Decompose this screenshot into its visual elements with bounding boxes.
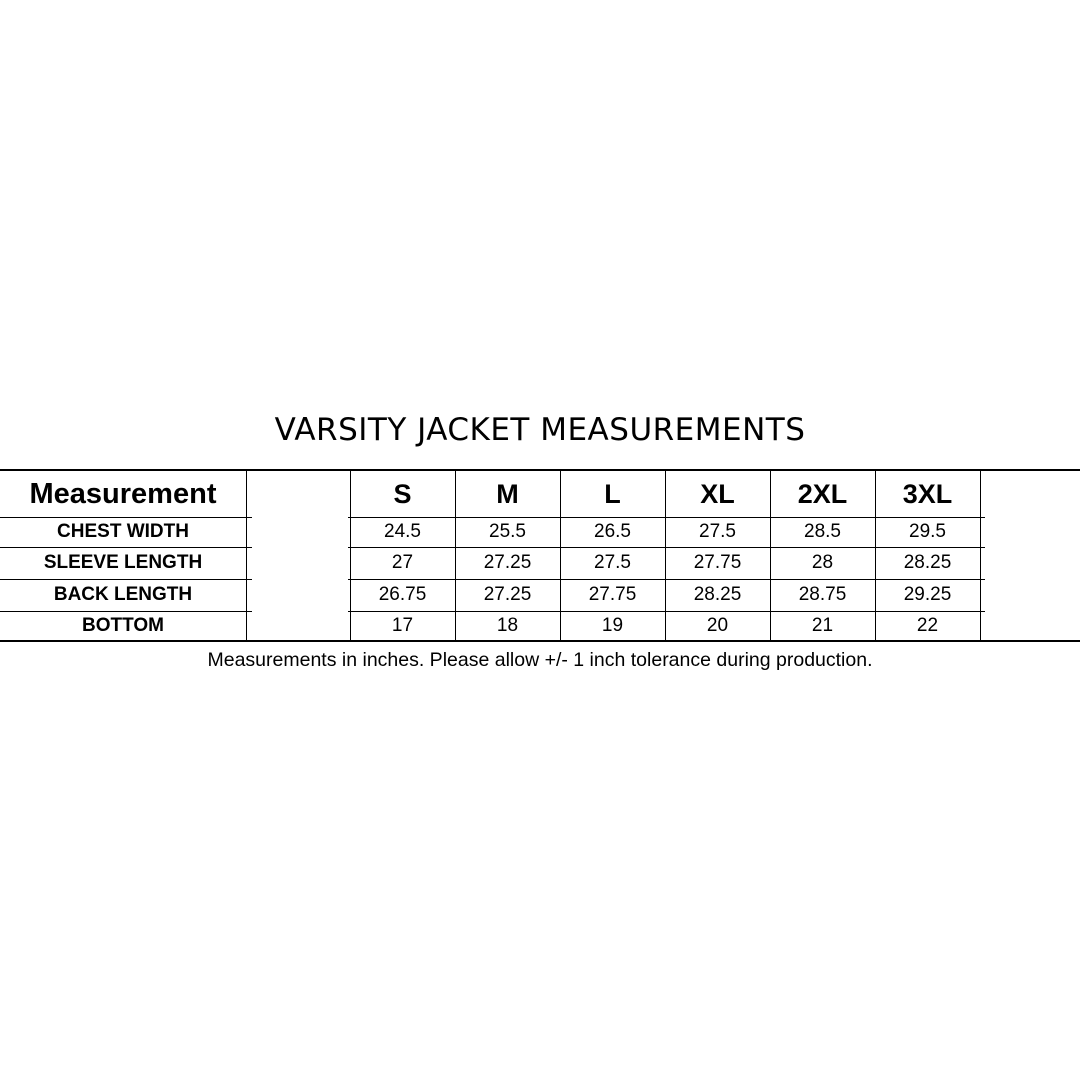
table-cell: 28.25	[903, 552, 952, 573]
row-label: CHEST WIDTH	[57, 521, 189, 542]
header-measurement-label: Measurement	[29, 477, 217, 510]
table-cell: 29.5	[909, 521, 946, 542]
table-cell: 27.5	[594, 552, 631, 573]
table-cell: 26.5	[594, 521, 631, 542]
row-label: BACK LENGTH	[53, 584, 193, 605]
table-cell: 27	[391, 552, 414, 573]
size-header-l: L	[604, 478, 621, 509]
tolerance-note: Measurements in inches. Please allow +/- 1 inch tolerance during production.	[207, 649, 873, 671]
measurement-table	[0, 469, 1080, 643]
table-cell: 25.5	[489, 521, 526, 542]
table-cell: 21	[811, 615, 834, 636]
table-cell: 18	[496, 615, 519, 636]
row-label: BOTTOM	[82, 615, 164, 636]
size-header-s: S	[393, 478, 412, 509]
table-cell: 17	[391, 615, 414, 636]
row-label: SLEEVE LENGTH	[43, 552, 203, 573]
size-header-3xl: 3XL	[902, 478, 953, 509]
size-header-2xl: 2XL	[797, 478, 848, 509]
table-cell: 27.75	[693, 552, 742, 573]
column-divider	[246, 469, 247, 641]
table-cell: 28.75	[798, 584, 847, 605]
table-cell: 27.25	[483, 552, 532, 573]
table-cell: 29.25	[903, 584, 952, 605]
table-cell: 28.25	[693, 584, 742, 605]
table-cell: 24.5	[384, 521, 421, 542]
table-cell: 26.75	[378, 584, 427, 605]
column-divider	[980, 469, 981, 641]
table-cell: 28	[811, 552, 834, 573]
table-cell: 27.5	[699, 521, 736, 542]
table-cell: 28.5	[804, 521, 841, 542]
table-cell: 27.75	[588, 584, 637, 605]
table-cell: 20	[706, 615, 729, 636]
size-header-xl: XL	[700, 478, 735, 509]
table-cell: 27.25	[483, 584, 532, 605]
size-header-m: M	[496, 478, 519, 509]
table-cell: 19	[601, 615, 624, 636]
table-cell: 22	[916, 615, 939, 636]
page-title: VARSITY JACKET MEASUREMENTS	[274, 412, 806, 448]
